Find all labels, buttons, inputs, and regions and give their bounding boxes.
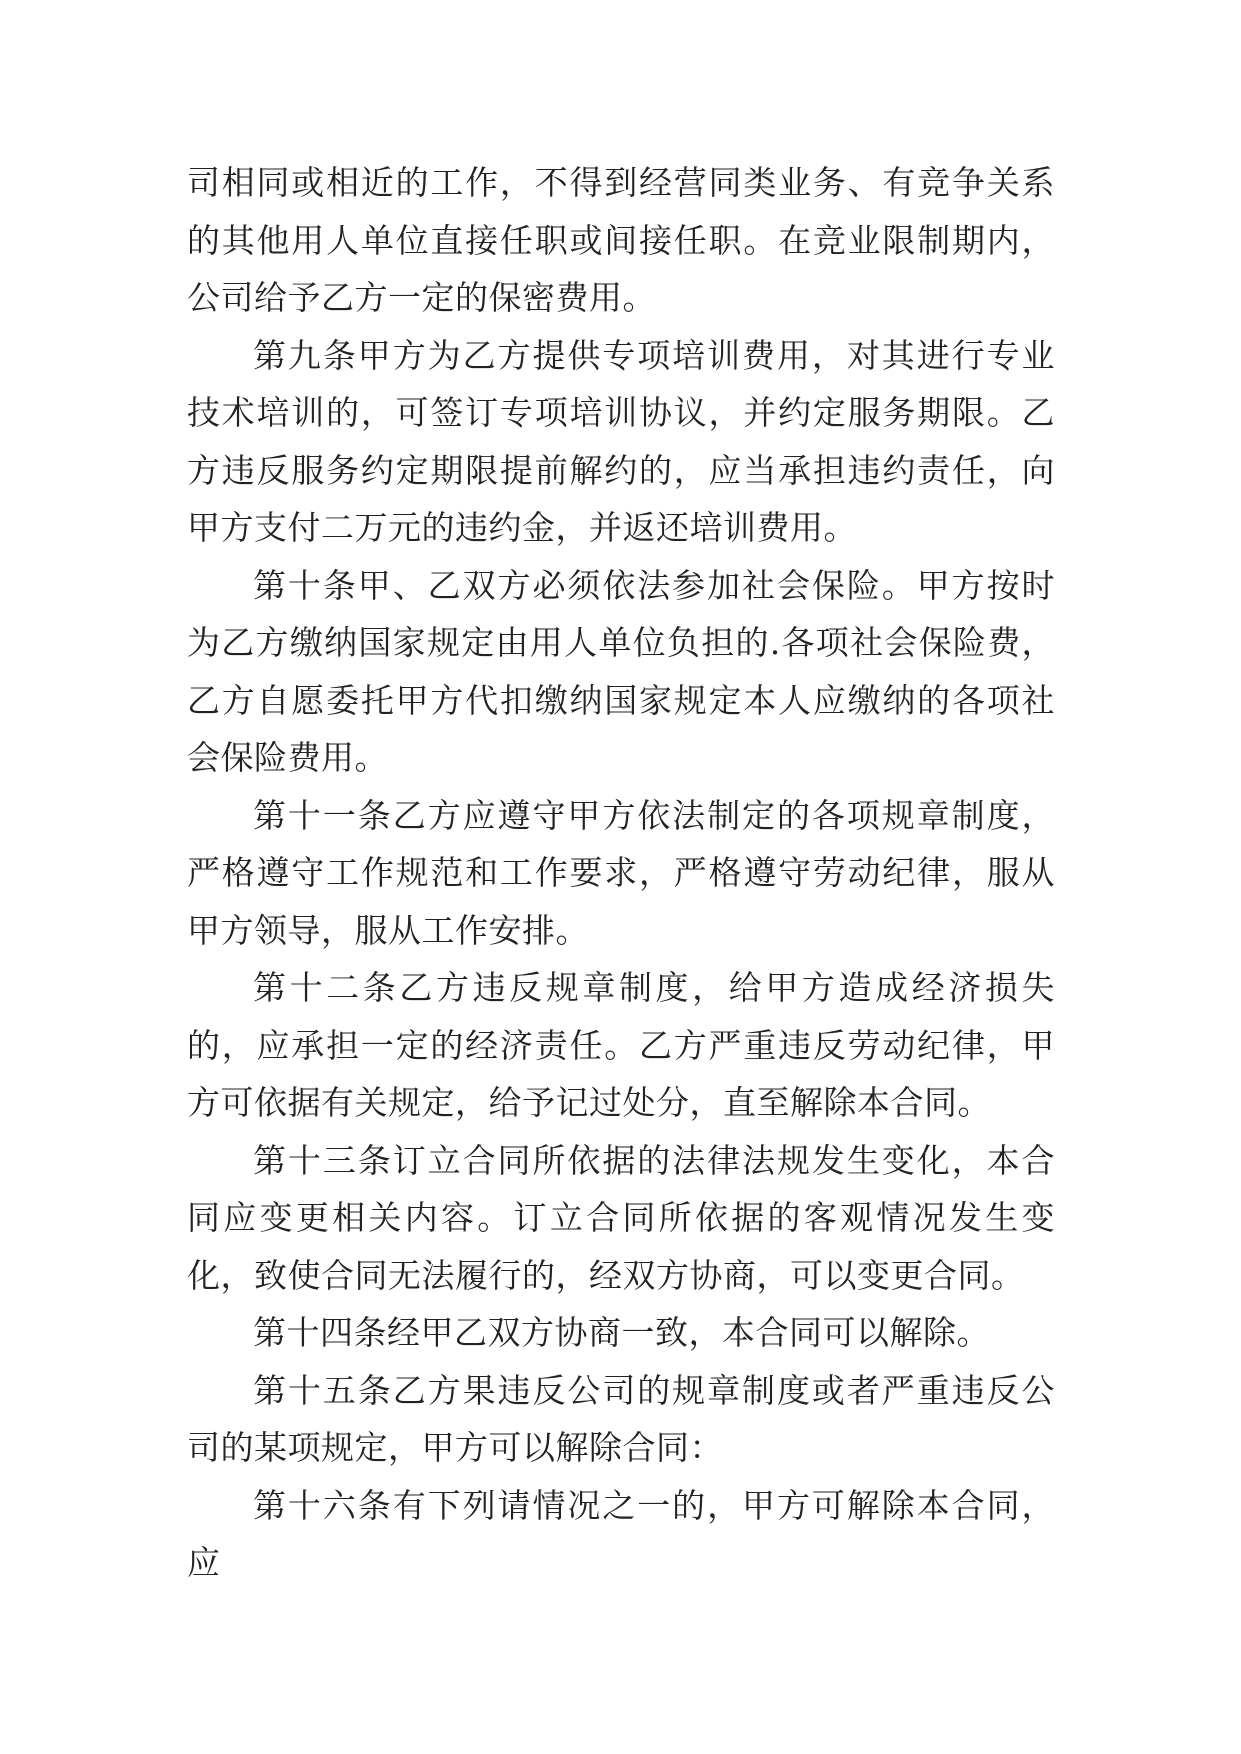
document-body [187,154,1055,1592]
paragraph-continuation: 司相同或相近的工作，不得到经营同类业务、有竞争关系的其他用人单位直接任职或间接任职。在竞业限制期内，公司给予乙方一定的保密费用。 [187,163,1055,317]
paragraph-article-16: 第十六条有下列请情况之一的，甲方可解除本合同，应 [187,1485,1055,1582]
paragraph-article-15: 第十五条乙方果违反公司的规章制度或者严重违反公司的某项规定，甲方可以解除合同： [187,1370,1055,1467]
paragraph-article-9: 第九条甲方为乙方提供专项培训费用，对其进行专业技术培训的，可签订专项培训协议，并约定服务期限。乙方违反服务约定期限提前解约的，应当承担违约责任，向甲方支付二万元的违约金，并返还培训费用。 [187,335,1055,547]
paragraph-article-13: 第十三条订立合同所依据的法律法规发生变化，本合同应变更相关内容。订立合同所依据的客观情况发生变化，致使合同无法履行的，经双方协商，可以变更合同。 [187,1140,1055,1295]
paragraph-article-14: 第十四条经甲乙双方协商一致，本合同可以解除。 [253,1313,990,1352]
paragraph-article-12: 第十二条乙方违反规章制度，给甲方造成经济损失的，应承担一定的经济责任。乙方严重违反劳动纪律，甲方可依据有关规定，给予记过处分，直至解除本合同。 [187,968,1055,1122]
paragraph-article-10: 第十条甲、乙双方必须依法参加社会保险。甲方按时为乙方缴纳国家规定由用人单位负担的.各项社会保险费，乙方自愿委托甲方代扣缴纳国家规定本人应缴纳的各项社会保险费用。 [187,565,1055,777]
paragraph-article-11: 第十一条乙方应遵守甲方依法制定的各项规章制度，严格遵守工作规范和工作要求，严格遵守劳动纪律，服从甲方领导，服从工作安排。 [187,795,1055,950]
